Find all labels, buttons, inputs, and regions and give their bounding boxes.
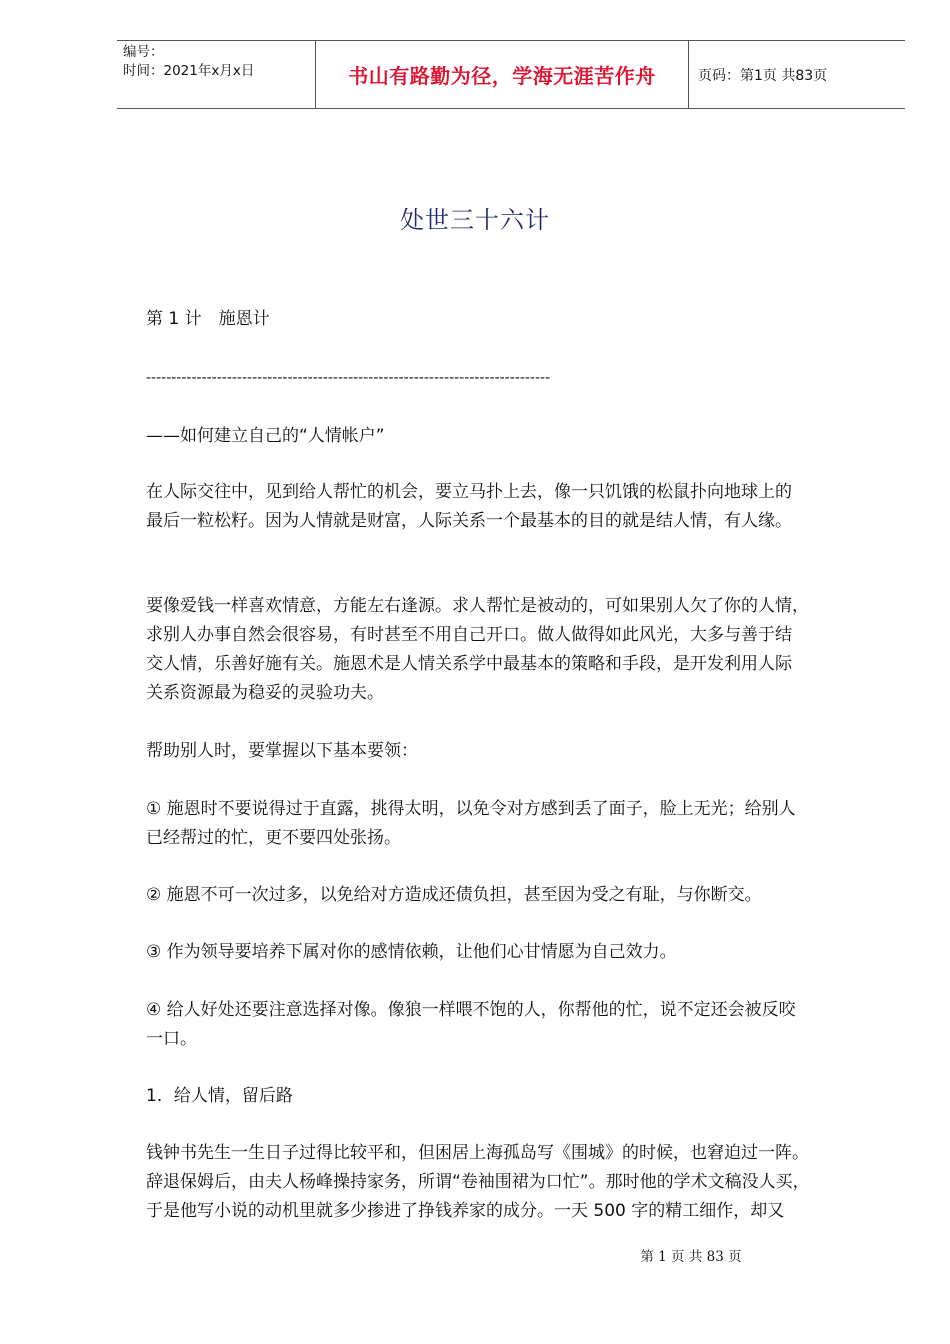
paragraph-line: 交人情，乐善好施有关。施恩术是人情关系学中最基本的策略和手段，是开发利用人际 [146, 654, 792, 674]
list-item: ③ 作为领导要培养下属对你的感情依赖，让他们心甘情愿为自己效力。 [146, 942, 677, 962]
list-item: ④ 给人好处还要注意选择对像。像狼一样喂不饱的人，你帮他的忙，说不定还会被反咬 [146, 1000, 796, 1020]
header-motto: 书山有路勤为径，学海无涯苦作舟 [315, 41, 689, 108]
paragraph-line: 求别人办事自然会很容易，有时甚至不用自己开口。做人做得如此风光，大多与善于结 [146, 625, 792, 645]
divider-rule: -------------------------------------------------------------------------------- [146, 370, 551, 386]
subsection-heading: 1．给人情，留后路 [146, 1086, 293, 1106]
section-title: 第 1 计 施恩计 [146, 309, 270, 329]
list-item: 一口。 [146, 1029, 197, 1049]
paragraph-line: 钱钟书先生一生日子过得比较平和，但困居上海孤岛写《围城》的时候，也窘迫过一阵。 [146, 1143, 809, 1163]
paragraph-line: 辞退保姆后，由夫人杨峰操持家务，所谓“卷袖围裙为口忙”。那时他的学术文稿没人买， [146, 1172, 810, 1192]
paragraph-line: 帮助别人时，要掌握以下基本要领： [146, 741, 418, 761]
paragraph-line: 要像爱钱一样喜欢情意，方能左右逢源。求人帮忙是被动的，可如果别人欠了你的人情， [146, 596, 809, 616]
header-page-info: 页码：第1页 共83页 [698, 67, 828, 84]
paragraph-line: 于是他写小说的动机里就多少掺进了挣钱养家的成分。一天 500 字的精工细作，却又 [146, 1201, 785, 1221]
page-footer [0, 1245, 950, 1265]
list-item: ② 施恩不可一次过多，以免给对方造成还债负担，甚至因为受之有耻，与你断交。 [146, 885, 762, 905]
time-label: 时间：2021年x月x日 [123, 63, 255, 79]
footer-page-number: 第 1 页 共 83 页 [640, 1249, 742, 1265]
list-item: 已经帮过的忙，更不要四处张扬。 [146, 828, 401, 848]
document-title: 处世三十六计 [400, 206, 550, 234]
list-item: ① 施恩时不要说得过于直露，挑得太明，以免令对方感到丢了面子，脸上无光；给别人 [146, 799, 796, 819]
section-subtitle: ——如何建立自己的“人情帐户” [146, 426, 385, 446]
paragraph-line: 关系资源最为稳妥的灵验功夫。 [146, 683, 384, 703]
serial-label: 编号： [123, 44, 164, 60]
paragraph-line: 在人际交往中，见到给人帮忙的机会，要立马扑上去，像一只饥饿的松鼠扑向地球上的 [146, 482, 792, 502]
header-meta [117, 41, 315, 108]
paragraph-line: 最后一粒松籽。因为人情就是财富，人际关系一个最基本的目的就是结人情，有人缘。 [146, 511, 792, 531]
page-header [117, 40, 905, 109]
